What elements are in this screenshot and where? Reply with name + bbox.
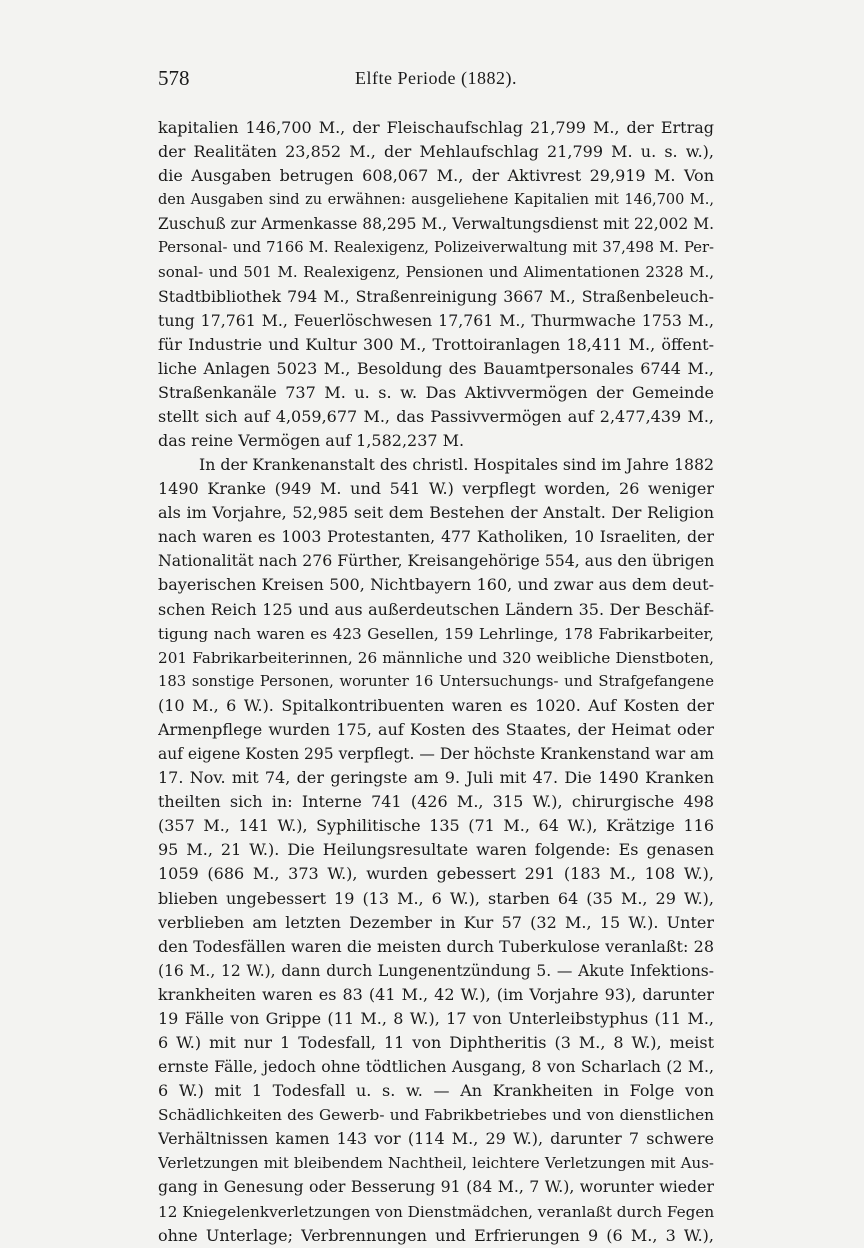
text-line: den Ausgaben sind zu erwähnen: ausgeliehene Kapitalien mit 146,700 M., <box>158 192 714 209</box>
text-line: auf eigene Kosten 295 verpflegt. — Der höchste Krankenstand war am <box>158 745 714 764</box>
text-line: Schädlichkeiten des Gewerb- und Fabrikbetriebes und von dienstlichen <box>158 1106 714 1125</box>
text-line: 6 W.) mit 1 Todesfall u. s. w. — An Krankheiten in Folge von <box>158 1081 714 1101</box>
text-line: tung 17,761 M., Feuerlöschwesen 17,761 M., Thurmwache 1753 M., <box>158 310 714 330</box>
text-line: als im Vorjahre, 52,985 seit dem Bestehen der Anstalt. Der Religion <box>158 503 714 523</box>
text-line: (357 M., 141 W.), Syphilitische 135 (71 M., 64 W.), Krätzige 116 <box>158 816 714 836</box>
running-head: Elfte Periode (1882). <box>355 68 517 88</box>
text-line: das reine Vermögen auf 1,582,237 M. <box>158 431 465 451</box>
text-line: schen Reich 125 und aus außerdeutschen Ländern 35. Der Beschäf- <box>158 599 714 619</box>
text-line: Straßenkanäle 737 M. u. s. w. Das Aktivvermögen der Gemeinde <box>158 382 714 402</box>
text-line: liche Anlagen 5023 M., Besoldung des Bauamtpersonales 6744 M., <box>158 358 714 378</box>
text-line: Armenpflege wurden 175, auf Kosten des Staates, der Heimat oder <box>158 719 714 739</box>
page-number: 578 <box>158 66 190 90</box>
text-line: krankheiten waren es 83 (41 M., 42 W.), (im Vorjahre 93), darunter <box>158 984 714 1004</box>
text-line: Stadtbibliothek 794 M., Straßenreinigung 3667 M., Straßenbeleuch- <box>158 286 714 306</box>
text-line: 183 sonstige Personen, worunter 16 Untersuchungs- und Strafgefangene <box>158 672 714 690</box>
text-line: Verletzungen mit bleibendem Nachtheil, leichtere Verletzungen mit Aus- <box>158 1154 714 1173</box>
text-line: ernste Fälle, jedoch ohne tödtlichen Ausgang, 8 von Scharlach (2 M., <box>158 1057 714 1077</box>
text-line: Nationalität nach 276 Fürther, Kreisangehörige 554, aus den übrigen <box>158 551 714 571</box>
text-line: (10 M., 6 W.). Spitalkontribuenten waren es 1020. Auf Kosten der <box>158 695 714 715</box>
text-line: 95 M., 21 W.). Die Heilungsresultate waren folgende: Es genasen <box>158 840 714 860</box>
text-line: 201 Fabrikarbeiterinnen, 26 männliche und 320 weibliche Dienstboten, <box>158 648 714 667</box>
text-line: 1490 Kranke (949 M. und 541 W.) verpflegt worden, 26 weniger <box>158 479 714 499</box>
text-line: 6 W.) mit nur 1 Todesfall, 11 von Diphtheritis (3 M., 8 W.), meist <box>158 1032 714 1052</box>
text-line: 19 Fälle von Grippe (11 M., 8 W.), 17 von Unterleibstyphus (11 M., <box>158 1008 714 1028</box>
text-line: ohne Unterlage; Verbrennungen und Erfrierungen 9 (6 M., 3 W.), <box>158 1225 714 1245</box>
text-line: (16 M., 12 W.), dann durch Lungenentzündung 5. — Akute Infektions- <box>158 961 714 980</box>
text-line: der Realitäten 23,852 M., der Mehlaufschlag 21,799 M. u. s. w.), <box>158 142 714 162</box>
text-line: gang in Genesung oder Besserung 91 (84 M., 7 W.), worunter wieder <box>158 1177 714 1197</box>
text-line: blieben ungebessert 19 (13 M., 6 W.), starben 64 (35 M., 29 W.), <box>158 888 714 908</box>
text-line: 1059 (686 M., 373 W.), wurden gebessert 291 (183 M., 108 W.), <box>158 864 714 884</box>
text-line: kapitalien 146,700 M., der Fleischaufschlag 21,799 M., der Ertrag <box>158 118 714 137</box>
text-line: 12 Kniegelenkverletzungen von Dienstmädchen, veranlaßt durch Fegen <box>158 1202 714 1221</box>
page-header <box>158 66 714 98</box>
text-line: bayerischen Kreisen 500, Nichtbayern 160, und zwar aus dem deut- <box>158 575 714 595</box>
text-line: Zuschuß zur Armenkasse 88,295 M., Verwaltungsdienst mit 22,002 M. <box>158 215 714 234</box>
text-line: In der Krankenanstalt des christl. Hospitales sind im Jahre 1882 <box>199 455 714 475</box>
text-line: den Todesfällen waren die meisten durch Tuberkulose veranlaßt: 28 <box>158 936 714 956</box>
text-line: theilten sich in: Interne 741 (426 M., 315 W.), chirurgische 498 <box>158 792 714 812</box>
body-text <box>158 116 714 1248</box>
text-line: 17. Nov. mit 74, der geringste am 9. Juli mit 47. Die 1490 Kranken <box>158 768 714 788</box>
text-line: Verhältnissen kamen 143 vor (114 M., 29 W.), darunter 7 schwere <box>158 1129 714 1149</box>
text-line: die Ausgaben betrugen 608,067 M., der Aktivrest 29,919 M. Von <box>158 166 714 186</box>
text-line: für Industrie und Kultur 300 M., Trottoiranlagen 18,411 M., öffent- <box>158 334 714 354</box>
text-line: tigung nach waren es 423 Gesellen, 159 Lehrlinge, 178 Fabrikarbeiter, <box>158 624 714 643</box>
text-line: stellt sich auf 4,059,677 M., das Passivvermögen auf 2,477,439 M., <box>158 406 714 426</box>
text-line: Personal- und 7166 M. Realexigenz, Polizeiverwaltung mit 37,498 M. Per- <box>158 239 714 257</box>
text-line: nach waren es 1003 Protestanten, 477 Katholiken, 10 Israeliten, der <box>158 527 714 547</box>
text-line: verblieben am letzten Dezember in Kur 57 (32 M., 15 W.). Unter <box>158 912 714 932</box>
text-line: sonal- und 501 M. Realexigenz, Pensionen und Alimentationen 2328 M., <box>158 263 714 282</box>
